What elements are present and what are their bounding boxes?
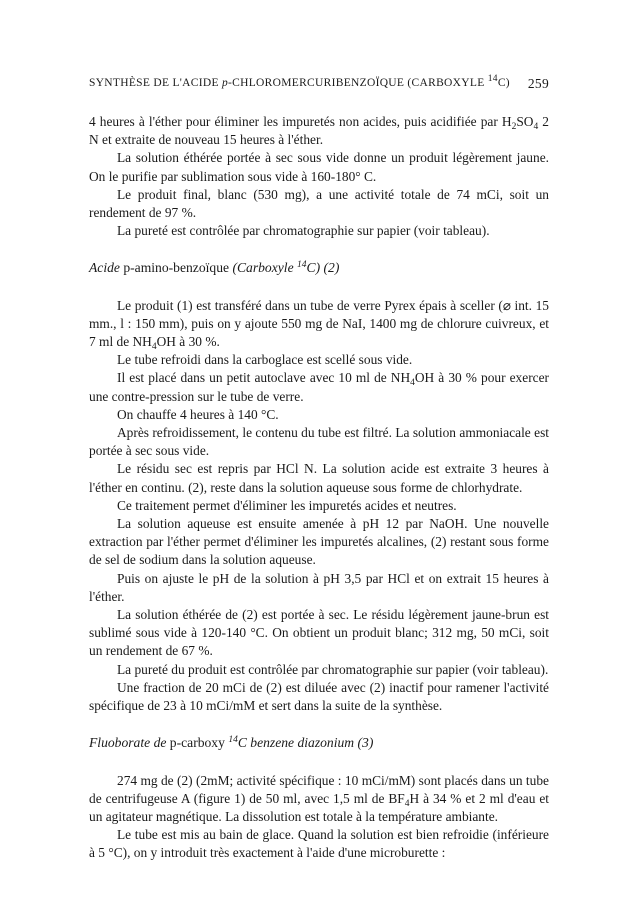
heading-run: C benzene diazonium (3): [237, 735, 374, 751]
running-title: [89, 74, 510, 89]
paragraph: [89, 772, 549, 827]
section-heading: [89, 734, 549, 752]
title-mid: -CHLOROMERCURIBENZOÏQUE (CARBOXYLE: [228, 77, 488, 89]
paragraph: Ce traitement permet d'éliminer les impuretés acides et neutres.: [117, 497, 457, 513]
heading-sup: 14: [228, 735, 238, 746]
subscript: 4: [151, 342, 157, 353]
subscript: 4: [404, 798, 410, 809]
title-prefix: SYNTHÈSE DE L'ACIDE: [89, 77, 222, 89]
heading-run: (Carboxyle: [229, 260, 297, 276]
text-run: H à 34 % et 2 ml d'eau et un agitateur magnétique. La dissolution est totale à la température ambiante.: [89, 790, 549, 824]
text-run: Il est placé dans un petit autoclave avec 10 ml de NH: [117, 370, 411, 386]
paragraph: [89, 369, 549, 405]
paragraph: La solution aqueuse est ensuite amenée à pH 12 par NaOH. Une nouvelle extraction par l'éther permet d'éliminer les impuretés alcalines, (2) restant sous forme de sel de sodium dans la solution aqueuse.: [89, 516, 549, 568]
subscript: 2: [511, 122, 517, 132]
paragraph: [89, 113, 549, 149]
paragraph: La solution éthérée portée à sec sous vide donne un produit légèrement jaune. On le purifie par sublimation sous vide à 160-180° C.: [89, 150, 549, 184]
paragraph: Le tube refroidi dans la carboglace est scellé sous vide.: [117, 352, 413, 368]
paragraph: La pureté du produit est contrôlée par chromatographie sur papier (voir tableau).: [117, 661, 549, 677]
subscript: 4: [410, 378, 415, 389]
subscript: 4: [533, 122, 539, 132]
text-run: Le produit (1) est transféré dans un tube de verre Pyrex épais à sceller (⌀ int. 15 mm., l : 150 mm), puis on y ajoute 550 mg de NaI, 1400 mg de chlorure cuivreux, et 7 ml de NH: [89, 297, 549, 350]
running-header: [89, 74, 549, 95]
heading-run: C) (2): [306, 260, 340, 276]
title-italic-p: p: [221, 77, 229, 89]
paragraph: Puis on ajuste le pH de la solution à pH 3,5 par HCl et on extrait 15 heures à l'éther.: [89, 570, 549, 604]
heading-run: Acide: [89, 260, 124, 276]
spacer: [89, 753, 549, 772]
heading-run: Fluoborate de: [89, 735, 170, 751]
page-number: 259: [527, 76, 549, 91]
spacer: [89, 240, 549, 259]
title-end: C): [497, 77, 510, 89]
paragraph: Le résidu sec est repris par HCl N. La solution acide est extraite 3 heures à l'éther en continu. (2), reste dans la solution aqueuse sous forme de chlorhydrate.: [89, 461, 549, 495]
section-heading: [89, 259, 549, 277]
text-run: OH à 30 % pour exercer une contre-pression sur le tube de verre.: [89, 370, 549, 404]
paragraph: Après refroidissement, le contenu du tube est filtré. La solution ammoniacale est portée à sec sous vide.: [89, 425, 549, 459]
text-run: OH à 30 %.: [156, 334, 220, 350]
paragraph: Le tube est mis au bain de glace. Quand la solution est bien refroidie (inférieure à 5 °C), on y introduit très exactement à l'aide d'une microburette :: [89, 827, 549, 861]
paragraph: [89, 297, 549, 352]
text-run: SO: [516, 114, 534, 129]
paragraph: La solution éthérée de (2) est portée à sec. Le résidu légèrement jaune-brun est sublimé sous vide à 120-140 °C. On obtient un produit blanc; 312 mg, 50 mCi, soit un rendement de 67 %.: [89, 607, 549, 659]
text-run: 274 mg de (2) (2mM; activité spécifique : 10 mCi/mM) sont placés dans un tube de centrifugeuse A (figure 1) de 50 ml, avec 1,5 ml de BF: [89, 772, 549, 806]
spacer: [89, 278, 549, 297]
heading-run: p-amino-benzoïque: [123, 260, 230, 276]
paragraph: On chauffe 4 heures à 140 °C.: [117, 406, 279, 422]
paragraph: La pureté est contrôlée par chromatographie sur papier (voir tableau).: [117, 223, 490, 239]
paragraph: Le produit final, blanc (530 mg), a une activité totale de 74 mCi, soit un rendement de 97 %.: [89, 186, 549, 221]
spacer: [89, 715, 549, 734]
paragraph: Une fraction de 20 mCi de (2) est diluée avec (2) inactif pour ramener l'activité spécifique de 23 à 10 mCi/mM et sert dans la suite de la synthèse.: [89, 679, 549, 714]
heading-run: p-carboxy: [169, 735, 225, 751]
heading-sup: 14: [297, 260, 307, 271]
title-sup: 14: [487, 74, 498, 84]
text-run: 2 N et extraite de nouveau 15 heures à l'éther.: [89, 114, 549, 148]
body-text: [89, 113, 549, 863]
text-run: 4 heures à l'éther pour éliminer les impuretés non acides, puis acidifiée par H: [89, 114, 512, 129]
